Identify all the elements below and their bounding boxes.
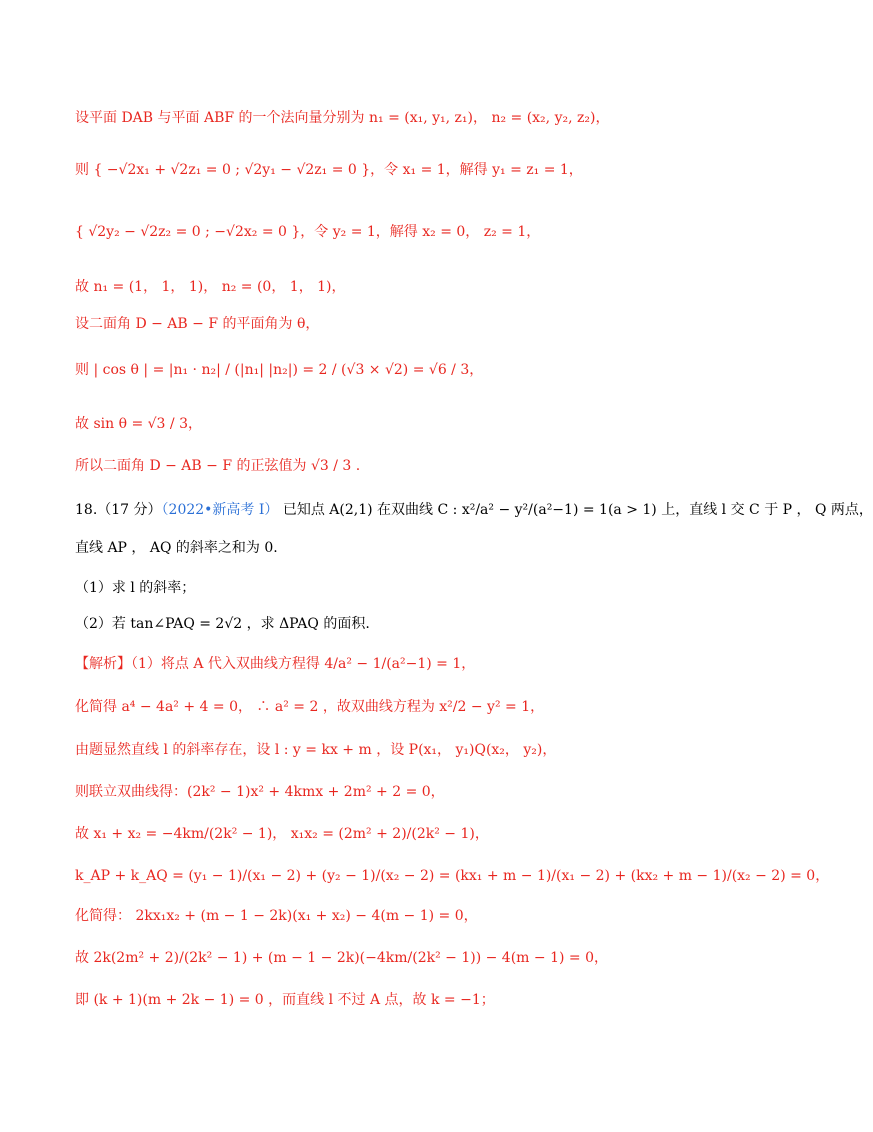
- problem-source: （2022•新高考 I）: [161, 502, 279, 518]
- solution-18-line-2: 化简得 a⁴ − 4a² + 4 = 0， ∴ a² = 2 ，故双曲线方程为 x²/2 − y² = 1，: [75, 699, 545, 715]
- solution-18-line-4: 则联立双曲线得：(2k² − 1)x² + 4kmx + 2m² + 2 = 0，: [75, 784, 445, 800]
- vectors-result-line: 故 n₁ = (1， 1， 1)， n₂ = (0， 1， 1)，: [75, 279, 346, 295]
- analysis-tag: 【解析】: [75, 656, 131, 672]
- solution-18-line-5: 故 x₁ + x₂ = −4km/(2k² − 1)， x₁x₂ = (2m² + 2)/(2k² − 1)，: [75, 826, 489, 842]
- solution-18-line-8: 故 2k(2m² + 2)/(2k² − 1) + (m − 1 − 2k)(−4km/(2k² − 1)) − 4(m − 1) = 0，: [75, 950, 608, 966]
- system-2-line: { √2y₂ − √2z₂ = 0 ; −√2x₂ = 0 }，令 y₂ = 1，解得 x₂ = 0， z₂ = 1，: [75, 224, 541, 240]
- problem-18-header: [75, 500, 873, 520]
- conclusion-line: 所以二面角 D − AB − F 的正弦值为 √3 / 3 .: [75, 458, 361, 474]
- question-2: （2）若 tan∠PAQ = 2√2 ，求 ΔPAQ 的面积.: [75, 616, 370, 632]
- problem-statement-cont: 直线 AP ， AQ 的斜率之和为 0.: [75, 540, 278, 556]
- problem-statement: 已知点 A(2,1) 在双曲线 C : x²/a² − y²/(a²−1) = 1(a > 1) 上，直线 l 交 C 于 P ， Q 两点，: [282, 502, 873, 518]
- solution-18-line-3: 由题显然直线 l 的斜率存在，设 l : y = kx + m ，设 P(x₁， y₁)Q(x₂， y₂)，: [75, 742, 557, 758]
- sin-line: 故 sin θ = √3 / 3，: [75, 416, 202, 432]
- solution-18-line-9: 即 (k + 1)(m + 2k − 1) = 0 ，而直线 l 不过 A 点，故 k = −1；: [75, 992, 495, 1008]
- question-1: （1）求 l 的斜率；: [75, 580, 196, 596]
- solution-18-line-7: 化简得： 2kx₁x₂ + (m − 1 − 2k)(x₁ + x₂) − 4(m − 1) = 0，: [75, 908, 478, 924]
- normal-vectors-line: 设平面 DAB 与平面 ABF 的一个法向量分别为 n₁ = (x₁, y₁, z₁)， n₂ = (x₂, y₂, z₂)，: [75, 110, 610, 126]
- solution-18-line-6: k_AP + k_AQ = (y₁ − 1)/(x₁ − 2) + (y₂ − 1)/(x₂ − 2) = (kx₁ + m − 1)/(x₁ − 2) + (kx₂ + m − 1)/(x₂ − 2) = 0，: [75, 868, 830, 884]
- system-1-line: 则 { −√2x₁ + √2z₁ = 0 ; √2y₁ − √2z₁ = 0 }，令 x₁ = 1，解得 y₁ = z₁ = 1，: [75, 162, 583, 178]
- cos-line: 则 | cos θ | = |n₁ · n₂| / (|n₁| |n₂|) = 2 / (√3 × √2) = √6 / 3，: [75, 362, 484, 378]
- solution-18-line-1: [75, 654, 475, 674]
- solution-step-1: （1）将点 A 代入双曲线方程得 4/a² − 1/(a²−1) = 1，: [131, 656, 476, 672]
- dihedral-angle-line: 设二面角 D − AB − F 的平面角为 θ，: [75, 316, 320, 332]
- problem-number: 18.（17 分）: [75, 502, 162, 518]
